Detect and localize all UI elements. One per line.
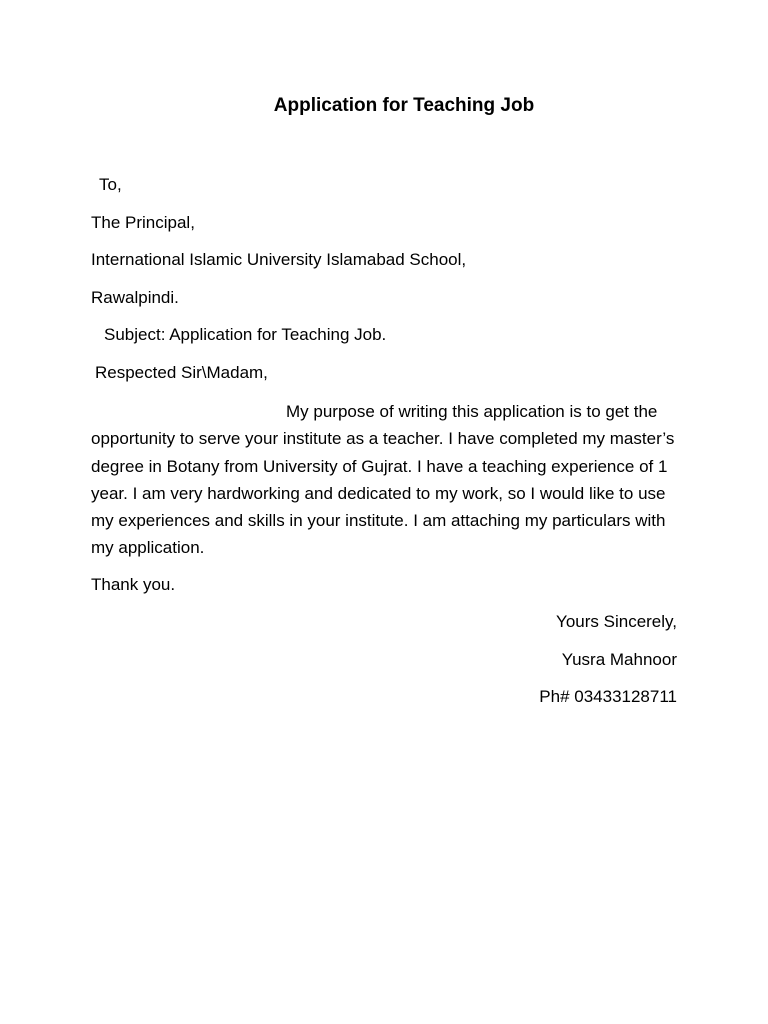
city-line: Rawalpindi. xyxy=(91,288,179,307)
thanks-line: Thank you. xyxy=(91,575,176,594)
body-paragraph: My purpose of writing this application is to get the opportunity to serve your institute as a teacher. I have completed my master’s degree in Botany from University of Gujrat. I have a teaching experience of 1 year. I am very hardworking and dedicated to my work, so I would like to use my experiences and skills in your institute. I am attaching my particulars with my application. xyxy=(91,402,675,558)
salutation-to: To, xyxy=(99,175,122,194)
closing-line: Yours Sincerely, xyxy=(556,612,677,631)
institution-line: International Islamic University Islamabad School, xyxy=(91,250,467,269)
signatory-name: Yusra Mahnoor xyxy=(561,650,677,669)
document-title: Application for Teaching Job xyxy=(273,95,535,116)
greeting-line: Respected Sir\Madam, xyxy=(95,363,268,382)
recipient-line: The Principal, xyxy=(91,213,195,232)
phone-number: Ph# 03433128711 xyxy=(539,687,677,706)
subject-line: Subject: Application for Teaching Job. xyxy=(104,325,387,344)
